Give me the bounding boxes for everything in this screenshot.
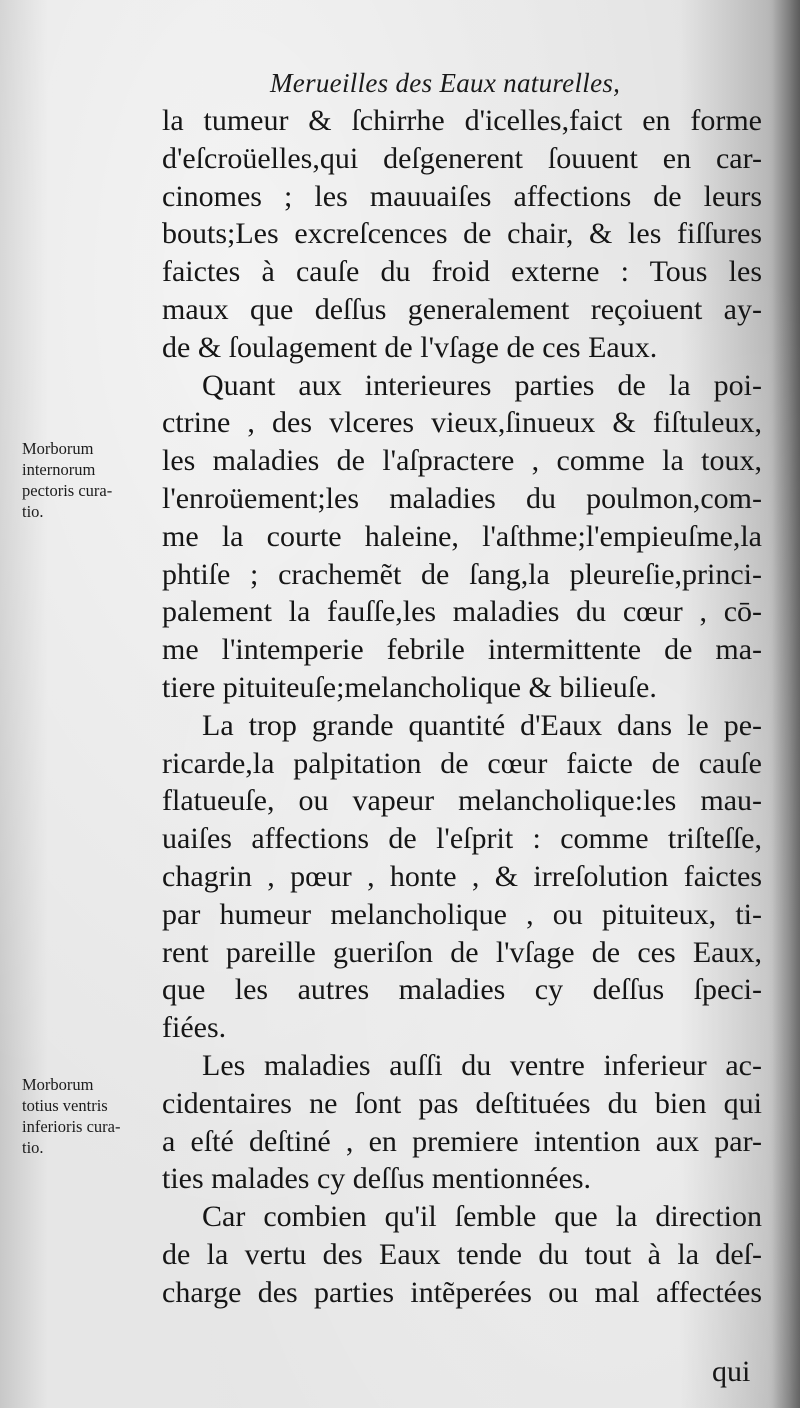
text-line: maux que deſſus generalement reçoiuent ay- [162,292,762,326]
body-text [162,102,762,1312]
text-line: ties malades cy deſſus mentionnées. [162,1162,592,1196]
text-line: charge des parties intẽperées ou mal affectées [162,1275,762,1309]
catchword: qui [712,1355,751,1388]
text-line: me l'intemperie febrile intermittente de ma- [162,633,762,667]
text-line: que les autres maladies cy deſſus ſpeci- [162,973,762,1007]
text-line: La trop grande quantité d'Eaux dans le pe- [202,708,762,742]
text-line: me la courte haleine, l'aſthme;l'empieuſme,la [162,519,762,553]
text-line: chagrin , pœur , honte , & irreſolution faictes [162,859,762,893]
text-line: uaiſes affections de l'eſprit : comme triſteſſe, [162,822,762,856]
text-line: rent pareille gueriſon de l'vſage de ces Eaux, [162,935,762,969]
text-line: par humeur melancholique , ou pituiteux, ti- [162,897,762,931]
marginal-note-line: tio. [22,1138,44,1157]
text-line: faictes à cauſe du froid externe : Tous les [162,255,762,289]
text-line: flatueuſe, ou vapeur melancholique:les mau- [162,784,762,818]
marginal-note-line: pectoris cura- [22,481,113,500]
marginal-note-line: internorum [22,460,96,479]
text-line: ctrine , des vlceres vieux,ſinueux & fiſtuleux, [162,406,762,440]
text-line: de & ſoulagement de l'vſage de ces Eaux. [162,330,658,364]
text-line: bouts;Les excreſcences de chair, & les fiſſures [162,217,762,251]
text-line: Les maladies auſſi du ventre inferieur ac- [202,1048,762,1082]
text-line: Quant aux interieures parties de la poi- [202,368,762,402]
text-line: fiées. [162,1011,227,1045]
text-line: les maladies de l'aſpractere , comme la toux, [162,444,762,478]
marginal-note-pectoris [22,438,154,522]
text-line: cidentaires ne ſont pas deſtituées du bien qui [162,1086,762,1120]
running-head: Merueilles des Eaux naturelles, [270,68,621,98]
text-line: palement la fauſſe,les maladies du cœur , cō- [162,595,762,629]
marginal-note-line: tio. [22,502,44,521]
text-line: d'eſcroüelles,qui deſgenerent ſouuent en car- [162,141,762,175]
marginal-note-line: Morborum [22,439,94,458]
page-edge-shadow [772,0,800,1408]
text-line: ricarde,la palpitation de cœur faicte de cauſe [162,746,762,780]
marginal-note-ventris [22,1074,154,1158]
text-line: Car combien qu'il ſemble que la direction [202,1200,762,1234]
text-line: phtiſe ; crachemẽt de ſang,la pleureſie,princi- [162,557,762,591]
text-line: cinomes ; les mauuaiſes affections de leurs [162,179,762,213]
text-line: de la vertu des Eaux tende du tout à la deſ- [162,1237,762,1271]
marginal-note-line: Morborum [22,1075,94,1094]
marginal-note-line: totius ventris [22,1096,108,1115]
text-line: l'enroüement;les maladies du poulmon,com- [162,481,762,515]
marginal-note-line: inferioris cura- [22,1117,121,1136]
text-line: la tumeur & ſchirrhe d'icelles,faict en forme [162,104,762,137]
text-line: a eſté deſtiné , en premiere intention aux par- [162,1124,762,1158]
text-line: tiere pituiteuſe;melancholique & bilieuſe. [162,670,657,704]
